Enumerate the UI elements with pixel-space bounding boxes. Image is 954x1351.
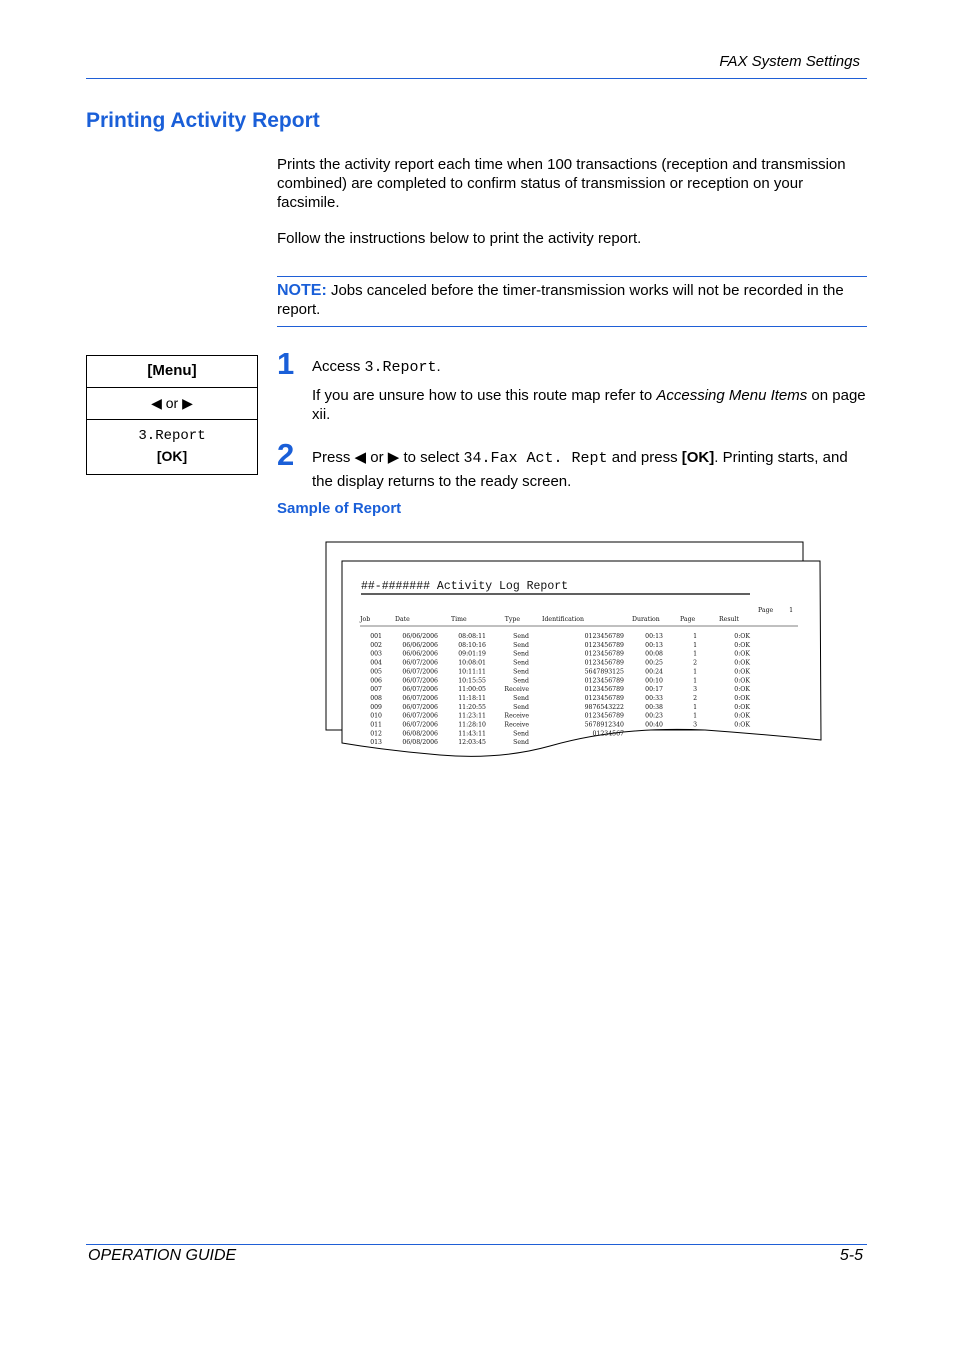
report-column-header: Duration bbox=[632, 616, 660, 623]
left-arrow-icon: ◀ bbox=[151, 395, 162, 411]
report-cell: 00:10 bbox=[645, 677, 663, 685]
instructions-paragraph: Follow the instructions below to print the activity report. bbox=[277, 230, 642, 247]
report-cell: 00:17 bbox=[645, 686, 663, 694]
step-2-press: Press bbox=[312, 449, 351, 466]
report-cell: 5678912340 bbox=[584, 721, 624, 729]
report-column-header: Type bbox=[504, 616, 520, 623]
report-cell: 1 bbox=[693, 650, 697, 658]
step-1-help-link[interactable]: Accessing Menu Items bbox=[656, 387, 808, 404]
report-cell: 005 bbox=[370, 668, 382, 676]
report-cell: 06/08/2006 bbox=[402, 730, 438, 738]
report-cell: 0:OK bbox=[734, 668, 750, 676]
step-1-access bbox=[312, 355, 868, 379]
step-2-number: 2 bbox=[277, 437, 295, 472]
report-cell: 011 bbox=[370, 721, 382, 729]
report-cell: 012 bbox=[370, 730, 382, 738]
note bbox=[277, 281, 867, 319]
report-cell: Send bbox=[513, 650, 529, 658]
report-cell: 1 bbox=[693, 712, 697, 720]
report-cell: 09:01:19 bbox=[458, 650, 486, 658]
report-cell: 06/06/2006 bbox=[402, 641, 438, 649]
report-cell: 0:OK bbox=[734, 721, 750, 729]
report-cell: 3 bbox=[693, 721, 697, 729]
report-cell: 0:OK bbox=[734, 641, 750, 649]
footer-page-number: 5-5 bbox=[839, 1247, 863, 1264]
report-cell: 0123456789 bbox=[584, 712, 624, 720]
step-2-text bbox=[312, 446, 868, 493]
report-column-header: Identification bbox=[542, 616, 584, 623]
report-cell: 1 bbox=[693, 677, 697, 685]
report-cell: 003 bbox=[370, 650, 382, 658]
menu-title: [Menu] bbox=[147, 362, 197, 379]
intro-paragraph: Prints the activity report each time when 100 transactions (reception and transmission combined) are completed to confirm status of transmission or reception on your facsimile. bbox=[277, 156, 846, 211]
report-cell: 00:33 bbox=[645, 694, 663, 702]
report-cell: 10:08:01 bbox=[458, 659, 486, 667]
report-cell: 0:OK bbox=[734, 659, 750, 667]
report-cell: 06/07/2006 bbox=[402, 703, 438, 711]
report-cell: 0:OK bbox=[734, 633, 750, 640]
report-cell: 06/08/2006 bbox=[402, 739, 438, 747]
report-cell: 004 bbox=[370, 659, 382, 667]
report-cell: 2 bbox=[693, 659, 697, 667]
menu-item: 3.Report bbox=[138, 428, 206, 444]
step-1-help bbox=[312, 386, 868, 424]
report-cell: 08:10:16 bbox=[458, 641, 486, 649]
right-arrow-icon: ▶ bbox=[182, 395, 193, 411]
report-cell: Send bbox=[513, 739, 529, 747]
menu-ok: [OK] bbox=[156, 448, 188, 464]
report-cell: 0:OK bbox=[734, 677, 750, 685]
report-cell: 0123456789 bbox=[584, 694, 624, 702]
report-cell: 06/07/2006 bbox=[402, 686, 438, 694]
header-rule bbox=[86, 78, 867, 79]
report-cell: 11:28:10 bbox=[458, 721, 486, 729]
report-cell: Send bbox=[513, 703, 529, 711]
report-cell: 06/06/2006 bbox=[402, 633, 438, 640]
report-cell: 00:08 bbox=[645, 650, 663, 658]
step-2-and-press: and press bbox=[611, 449, 678, 466]
menu-arrows bbox=[87, 395, 257, 412]
step-1-access-suffix: . bbox=[436, 358, 441, 375]
menu-divider bbox=[87, 387, 257, 388]
report-cell: Send bbox=[513, 694, 529, 702]
report-cell: Send bbox=[513, 641, 529, 649]
report-cell: 009 bbox=[370, 703, 382, 711]
page-title: Printing Activity Report bbox=[86, 109, 320, 132]
menu-divider bbox=[87, 419, 257, 420]
report-cell: 11:18:11 bbox=[458, 694, 486, 702]
report-cell: Send bbox=[513, 668, 529, 676]
report-cell: 0123456789 bbox=[584, 641, 624, 649]
report-cell: Send bbox=[513, 633, 529, 640]
report-cell: 08:08:11 bbox=[458, 633, 486, 640]
report-cell: 12:03:45 bbox=[458, 739, 486, 747]
report-cell: 0:OK bbox=[734, 694, 750, 702]
report-cell: 1 bbox=[693, 703, 697, 711]
report-cell: Send bbox=[513, 659, 529, 667]
report-cell: 01234567 bbox=[592, 730, 624, 738]
report-cell: 008 bbox=[370, 694, 382, 702]
report-cell: 0123456789 bbox=[584, 633, 624, 640]
report-cell: 0123456789 bbox=[584, 677, 624, 685]
report-title: ##-####### Activity Log Report bbox=[361, 580, 569, 593]
report-cell: 002 bbox=[370, 641, 382, 649]
step-1-access-prefix: Access bbox=[312, 358, 365, 375]
report-cell: 06/07/2006 bbox=[402, 694, 438, 702]
footer-rule bbox=[86, 1244, 867, 1245]
report-column-header: Time bbox=[451, 616, 467, 623]
report-cell: 11:43:11 bbox=[458, 730, 486, 738]
report-cell: 013 bbox=[370, 739, 382, 747]
note-label: NOTE: bbox=[277, 282, 327, 299]
report-cell: 06/07/2006 bbox=[402, 659, 438, 667]
step-2-code: 34.Fax Act. Rept bbox=[463, 450, 608, 467]
step-2-to-select: to select bbox=[403, 449, 460, 466]
left-arrow-icon: ◀ bbox=[354, 449, 367, 466]
report-cell: 10:11:11 bbox=[458, 668, 486, 676]
report-page-label: Page bbox=[758, 607, 774, 614]
report-cell: 1 bbox=[693, 641, 697, 649]
report-column-header: Result bbox=[719, 616, 739, 623]
report-cell: 9876543222 bbox=[584, 703, 624, 711]
report-cell: 00:38 bbox=[645, 703, 663, 711]
report-cell: 0:OK bbox=[734, 650, 750, 658]
report-cell: 0123456789 bbox=[584, 686, 624, 694]
note-bottom-rule bbox=[277, 326, 867, 327]
report-cell: 11:20:55 bbox=[458, 703, 486, 711]
report-column-header: Page bbox=[680, 616, 696, 623]
report-cell: 007 bbox=[370, 686, 382, 694]
report-cell: 11:23:11 bbox=[458, 712, 486, 720]
report-cell: 10:15:55 bbox=[458, 677, 486, 685]
right-arrow-icon: ▶ bbox=[387, 449, 400, 466]
report-cell: Send bbox=[513, 730, 529, 738]
report-cell: 2 bbox=[693, 694, 697, 702]
report-cell: 00:25 bbox=[645, 659, 663, 667]
report-cell: 0:OK bbox=[734, 703, 750, 711]
report-cell: 010 bbox=[370, 712, 382, 720]
sample-report-illustration bbox=[320, 538, 830, 763]
step-1-access-code: 3.Report bbox=[364, 359, 437, 376]
report-cell: Receive bbox=[504, 712, 529, 720]
step-1-help-suffix: on page xii. bbox=[312, 387, 866, 423]
report-cell: 0:OK bbox=[734, 686, 750, 694]
report-cell: 00:24 bbox=[645, 668, 663, 676]
report-cell: 0123456789 bbox=[584, 659, 624, 667]
menu-or-text: or bbox=[165, 395, 179, 411]
step-2-ok: [OK] bbox=[681, 449, 715, 466]
report-cell: 00:13 bbox=[645, 633, 663, 640]
note-text: Jobs canceled before the timer-transmission works will not be recorded in the report. bbox=[277, 282, 844, 318]
footer-guide-name: OPERATION GUIDE bbox=[88, 1247, 237, 1264]
report-cell: 06/06/2006 bbox=[402, 650, 438, 658]
report-cell: 00:23 bbox=[645, 712, 663, 720]
report-cell: 00:13 bbox=[645, 641, 663, 649]
step-1-number: 1 bbox=[277, 346, 295, 381]
report-cell: 5647893125 bbox=[584, 668, 624, 676]
step-2-or: or bbox=[370, 449, 384, 466]
report-cell: Receive bbox=[504, 721, 529, 729]
report-cell: 06/07/2006 bbox=[402, 712, 438, 720]
report-cell: 006 bbox=[370, 677, 382, 685]
report-cell: 001 bbox=[370, 633, 382, 640]
report-cell: 06/07/2006 bbox=[402, 677, 438, 685]
report-cell: 0:OK bbox=[734, 712, 750, 720]
report-cell: 0123456789 bbox=[584, 650, 624, 658]
report-cell: 1 bbox=[693, 633, 697, 640]
step-1-help-prefix: If you are unsure how to use this route map refer to bbox=[312, 387, 657, 404]
report-cell: Send bbox=[513, 677, 529, 685]
report-cell: Receive bbox=[504, 686, 529, 694]
report-cell: 3 bbox=[693, 686, 697, 694]
section-title: FAX System Settings bbox=[719, 53, 860, 70]
note-top-rule bbox=[277, 276, 867, 277]
report-cell: 06/07/2006 bbox=[402, 668, 438, 676]
report-cell: 1 bbox=[693, 668, 697, 676]
report-cell: 06/07/2006 bbox=[402, 721, 438, 729]
menu-route-box bbox=[86, 355, 258, 475]
report-cell: 11:00:05 bbox=[458, 686, 486, 694]
report-page-number: 1 bbox=[789, 607, 793, 614]
sample-heading: Sample of Report bbox=[277, 500, 402, 517]
report-column-header: Date bbox=[395, 616, 410, 623]
step-2-suffix: . Printing starts, and the display returns to the ready screen. bbox=[312, 449, 848, 490]
report-cell: 00:40 bbox=[645, 721, 663, 729]
report-column-header: Job bbox=[360, 616, 371, 623]
